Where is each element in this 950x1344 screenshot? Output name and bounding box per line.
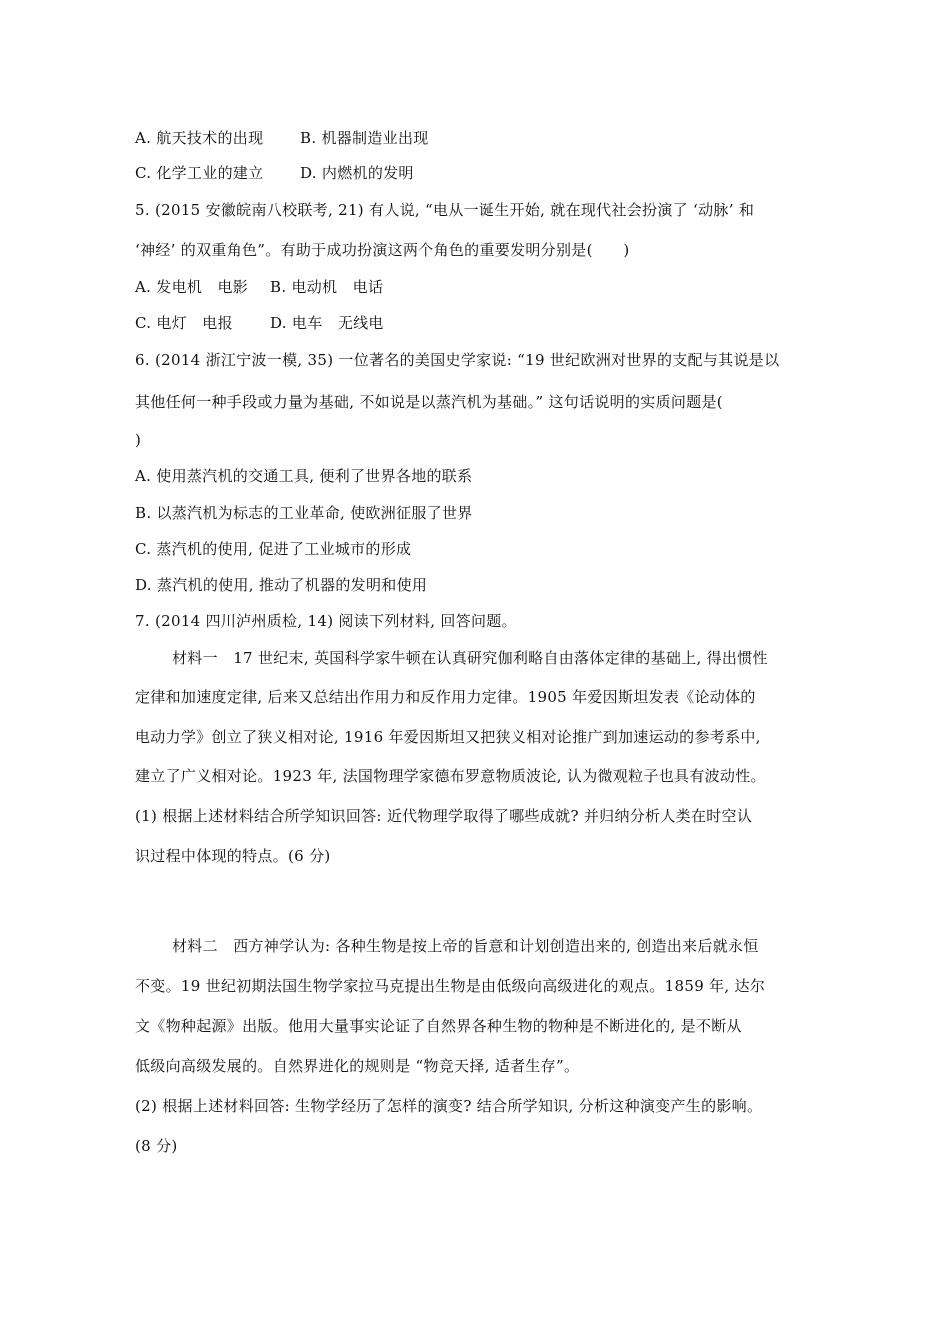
option-5b: B. 电动机 电话 xyxy=(270,278,384,296)
material-2-line: 材料二 西方神学认为: 各种生物是按上帝的旨意和计划创造出来的, 创造出来后就永恒 xyxy=(172,937,759,955)
option-6a: A. 使用蒸汽机的交通工具, 便利了世界各地的联系 xyxy=(135,467,473,485)
material-1-line: 材料一 17 世纪末, 英国科学家牛顿在认真研究伽利略自由落体定律的基础上, 得出惯性 xyxy=(172,649,768,667)
question-5-stem-line2: ‘神经’ 的双重角色”。有助于成功扮演这两个角色的重要发明分别是( ) xyxy=(135,241,630,259)
option-5a: A. 发电机 电影 xyxy=(135,278,249,296)
material-2-line: 低级向高级发展的。自然界进化的规则是 “物竞天择, 适者生存”。 xyxy=(135,1057,580,1075)
option-4b: B. 机器制造业出现 xyxy=(300,129,429,147)
sub-question-2-line: (2) 根据上述材料回答: 生物学经历了怎样的演变? 结合所学知识, 分析这种演变产生的影响。 xyxy=(135,1097,763,1115)
option-4d: D. 内燃机的发明 xyxy=(300,164,414,182)
material-1-line: 电动力学》创立了狭义相对论, 1916 年爱因斯坦又把狭义相对论推广到加速运动的参考系中, xyxy=(135,728,761,746)
question-5-stem-line1: 5. (2015 安徽皖南八校联考, 21) 有人说, “电从一诞生开始, 就在现代社会扮演了 ‘动脉’ 和 xyxy=(135,201,755,219)
option-6b: B. 以蒸汽机为标志的工业革命, 使欧洲征服了世界 xyxy=(135,504,473,522)
option-6d: D. 蒸汽机的使用, 推动了机器的发明和使用 xyxy=(135,576,428,594)
option-5d: D. 电车 无线电 xyxy=(270,314,384,332)
question-6-stem-line3: ) xyxy=(135,431,142,449)
material-2-line: 文《物种起源》出版。他用大量事实论证了自然界各种生物的物种是不断进化的, 是不断从 xyxy=(135,1017,742,1035)
sub-question-2-line: (8 分) xyxy=(135,1137,178,1155)
sub-question-1-line: (1) 根据上述材料结合所学知识回答: 近代物理学取得了哪些成就? 并归纳分析人类在时空认 xyxy=(135,807,753,825)
option-4a: A. 航天技术的出现 xyxy=(135,129,264,147)
option-6c: C. 蒸汽机的使用, 促进了工业城市的形成 xyxy=(135,540,412,558)
option-5c: C. 电灯 电报 xyxy=(135,314,233,332)
option-4c: C. 化学工业的建立 xyxy=(135,164,264,182)
material-1-line: 建立了广义相对论。1923 年, 法国物理学家德布罗意物质波论, 认为微观粒子也具有波动性。 xyxy=(135,767,766,785)
material-2-line: 不变。19 世纪初期法国生物学家拉马克提出生物是由低级向高级进化的观点。1859 年, 达尔 xyxy=(135,977,766,995)
sub-question-1-line: 识过程中体现的特点。(6 分) xyxy=(135,847,331,865)
question-6-stem-line2: 其他任何一种手段或力量为基础, 不如说是以蒸汽机为基础。” 这句话说明的实质问题是( xyxy=(135,393,723,411)
question-6-stem-line1: 6. (2014 浙江宁波一模, 35) 一位著名的美国史学家说: “19 世纪欧洲对世界的支配与其说是以 xyxy=(135,351,780,369)
question-7-stem: 7. (2014 四川泸州质检, 14) 阅读下列材料, 回答问题。 xyxy=(135,612,517,630)
material-1-line: 定律和加速度定律, 后来又总结出作用力和反作用力定律。1905 年爱因斯坦发表《论动体的 xyxy=(135,688,756,706)
